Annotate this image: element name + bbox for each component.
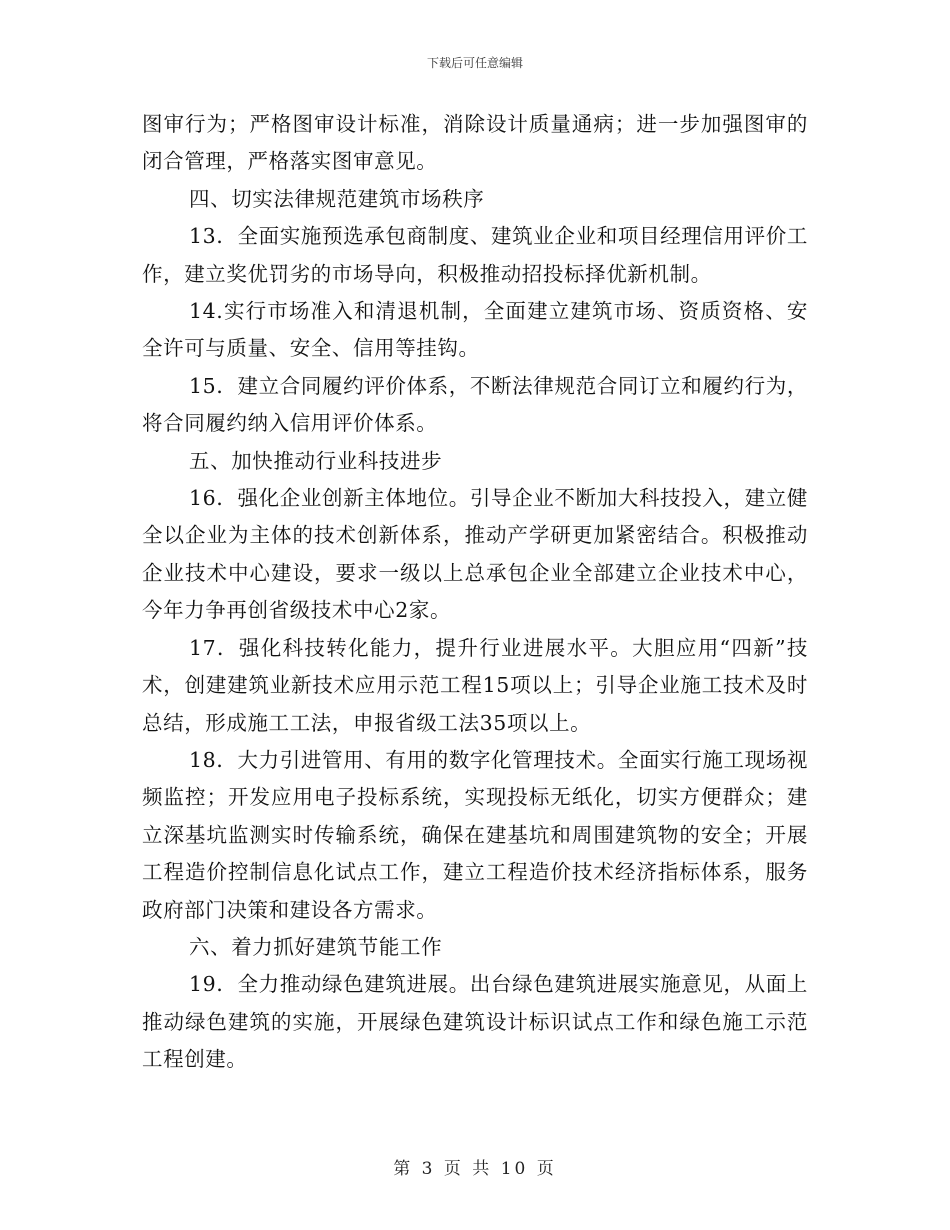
paragraph: 15．建立合同履约评价体系，不断法律规范合同订立和履约行为，将合同履约纳入信用评价体系。	[142, 373, 808, 436]
paragraph: 13．全面实施预选承包商制度、建筑业企业和项目经理信用评价工作，建立奖优罚劣的市场导向，积极推动招投标择优新机制。	[142, 224, 808, 286]
paragraph: 18．大力引进管用、有用的数字化管理技术。全面实行施工现场视频监控；开发应用电子投标系统，实现投标无纸化，切实方便群众；建立深基坑监测实时传输系统，确保在建基坑和周围建筑物的安全；开展工程造价控制信息化试点工作，建立工程造价技术经济指标体系，服务政府部门决策和建设各方需求。	[142, 747, 808, 922]
section-heading: 六、着力抓好建筑节能工作	[189, 934, 443, 959]
paragraph: 17．强化科技转化能力，提升行业进展水平。大胆应用“四新”技术，创建建筑业新技术应用示范工程15项以上；引导企业施工技术及时总结，形成施工工法，申报省级工法35项以上。	[142, 635, 808, 735]
paragraph: 19．全力推动绿色建筑进展。出台绿色建筑进展实施意见，从面上推动绿色建筑的实施，开展绿色建筑设计标识试点工作和绿色施工示范工程创建。	[142, 972, 808, 1072]
paragraph: 14.实行市场准入和清退机制，全面建立建筑市场、资质资格、安全许可与质量、安全、信用等挂钩。	[142, 299, 808, 361]
section-heading: 五、加快推动行业科技进步	[189, 448, 443, 473]
section-heading: 四、切实法律规范建筑市场秩序	[189, 186, 485, 211]
paragraph: 图审行为；严格图审设计标准，消除设计质量通病；进一步加强图审的闭合管理，严格落实图审意见。	[142, 112, 808, 174]
page-header: 下载后可任意编辑	[426, 56, 523, 70]
document-body	[142, 106, 808, 1079]
paragraph: 16．强化企业创新主体地位。引导企业不断加大科技投入，建立健全以企业为主体的技术创新体系，推动产学研更加紧密结合。积极推动企业技术中心建设，要求一级以上总承包企业全部建立企业技术中心，今年力争再创省级技术中心2家。	[142, 486, 808, 623]
page-footer: 第 3 页 共 10 页	[393, 1159, 557, 1179]
